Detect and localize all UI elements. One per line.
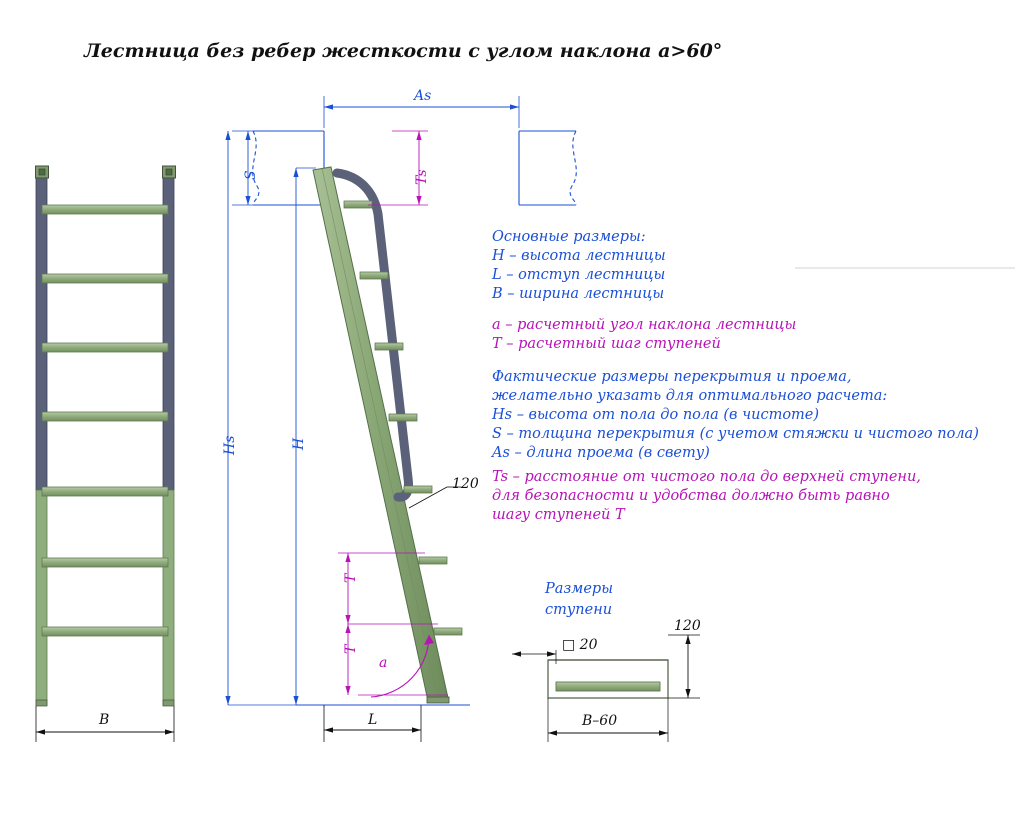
page-title: Лестница без ребер жесткости с углом наклона a>60°: [84, 40, 723, 62]
legend-angle: [492, 316, 796, 354]
dimension-Ts: [368, 131, 428, 205]
step-detail-heading-line2: ступени: [545, 602, 613, 618]
dimension-H: [296, 168, 316, 705]
legend-ts-note-1: для безопасности и удобства должно быть равно: [492, 488, 890, 504]
dimension-label-angle: a: [379, 655, 388, 671]
legend-main-item-2: B – ширина лестницы: [492, 286, 665, 302]
dimension-label-Hs: Hs: [222, 435, 238, 455]
dimension-label-As: As: [414, 88, 432, 104]
step-profile-label: □ 20: [562, 637, 598, 653]
legend-ts-note: [492, 468, 921, 525]
dimension-label-H: H: [291, 437, 307, 450]
legend-main: [492, 228, 666, 304]
dimension-label-L: L: [368, 712, 378, 728]
legend-actual: [492, 368, 979, 463]
legend-angle-item-1: T – расчетный шаг ступеней: [492, 336, 721, 352]
dimension-label-B: B: [99, 712, 110, 728]
dimension-Hs: [228, 131, 320, 705]
legend-angle-item-0: a – расчетный угол наклона лестницы: [492, 317, 797, 333]
legend-actual-item-2: As – длина проема (в свету): [492, 445, 710, 461]
legend-ts-note-0: Ts – расстояние от чистого пола до верхней ступени,: [492, 469, 921, 485]
legend-actual-heading-1: желательно указать для оптимального расчета:: [492, 388, 888, 404]
legend-main-item-1: L – отступ лестницы: [492, 267, 666, 283]
side-view-ladder: [313, 167, 462, 703]
legend-ts-note-2: шагу ступеней T: [492, 507, 625, 523]
legend-actual-heading-0: Фактические размеры перекрытия и проема,: [492, 369, 852, 385]
dimension-label-Ts: Ts: [414, 169, 430, 185]
legend-actual-item-1: S – толщина перекрытия (с учетом стяжки и чистого пола): [492, 426, 979, 442]
legend-main-item-0: H – высота лестницы: [492, 248, 666, 264]
legend-main-heading: Основные размеры:: [492, 229, 646, 245]
front-view-ladder: [36, 166, 176, 706]
dimension-label-T-upper: T: [343, 573, 359, 583]
step-height-label: 120: [674, 618, 701, 634]
dimension-label-S: S: [243, 170, 259, 180]
dimension-label-rail-thickness: 120: [452, 476, 479, 492]
step-detail-heading-line1: Размеры: [545, 581, 614, 597]
legend-actual-item-0: Hs – высота от пола до пола (в чистоте): [492, 407, 820, 423]
dimension-label-T-lower: T: [343, 644, 359, 654]
step-width-label: B–60: [582, 713, 618, 729]
